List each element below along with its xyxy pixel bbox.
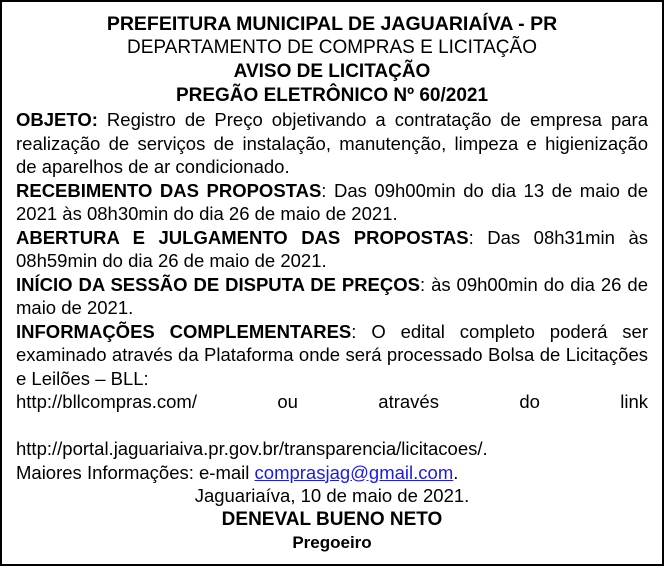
section-abertura-julgamento xyxy=(16,226,648,273)
page-subtitle-process-number: PREGÃO ELETRÔNICO Nº 60/2021 xyxy=(175,85,489,106)
email-link[interactable]: comprasjag@gmail.com xyxy=(254,461,454,483)
section-informacoes-complementares xyxy=(16,320,648,391)
portal-url-line xyxy=(16,437,648,461)
signature-role: Pregoeiro xyxy=(292,533,372,552)
text-link: link xyxy=(620,391,649,412)
page-title-municipality: PREFEITURA MUNICIPAL DE JAGUARIAÍVA - PR xyxy=(106,13,558,35)
section-objeto-label: OBJETO: xyxy=(16,109,98,130)
section-abertura-julgamento-label: ABERTURA E JULGAMENTO DAS PROPOSTAS xyxy=(16,226,469,248)
section-inicio-sessao-disputa-label: INÍCIO DA SESSÃO DE DISPUTA DE PREÇOS xyxy=(16,273,420,295)
text-atraves: através xyxy=(378,391,439,412)
portal-url: http://portal.jaguariaiva.pr.gov.br/transparencia/licitacoes/. xyxy=(16,438,488,459)
section-recebimento-propostas-text: : Das 09h00min do dia 13 de maio de 2021 às 08h30min do dia 26 de maio de 2021. xyxy=(16,179,648,224)
bll-url: http://bllcompras.com/ xyxy=(16,391,197,412)
text-do: do xyxy=(519,391,540,412)
section-objeto-text: Registro de Preço objetivando a contratação de empresa para realização de serviços de instalação, manutenção, limpeza e higienização de aparelhos de ar condicionado. xyxy=(16,109,648,177)
section-inicio-sessao-disputa xyxy=(16,273,648,320)
section-recebimento-propostas-label: RECEBIMENTO DAS PROPOSTAS xyxy=(16,179,322,201)
text-ou: ou xyxy=(277,391,298,412)
section-objeto xyxy=(16,108,648,179)
signature-name: DENEVAL BUENO NETO xyxy=(221,509,443,530)
section-informacoes-complementares-text: : O edital completo poderá ser examinado através da Plataforma onde será processado Bolsa de Licitações e Leilões – BLL: xyxy=(16,320,649,389)
signature-city-date: Jaguariaíva, 10 de maio de 2021. xyxy=(194,485,470,506)
section-informacoes-complementares-label: INFORMAÇÕES COMPLEMENTARES xyxy=(16,320,352,342)
bll-url-line xyxy=(16,390,648,437)
page-subtitle-notice: AVISO DE LICITAÇÃO xyxy=(233,61,431,82)
contact-line xyxy=(16,461,648,485)
contact-prefix: Maiores Informações: e-mail xyxy=(16,461,255,483)
section-recebimento-propostas xyxy=(16,179,648,226)
section-abertura-julgamento-text: : Das 08h31min às 08h59min do dia 26 de maio de 2021. xyxy=(16,226,648,271)
section-inicio-sessao-disputa-text: : às 09h00min do dia 26 de maio de 2021. xyxy=(16,273,648,318)
contact-suffix: . xyxy=(453,461,459,483)
page-subtitle-department: DEPARTAMENTO DE COMPRAS E LICITAÇÃO xyxy=(127,37,537,58)
